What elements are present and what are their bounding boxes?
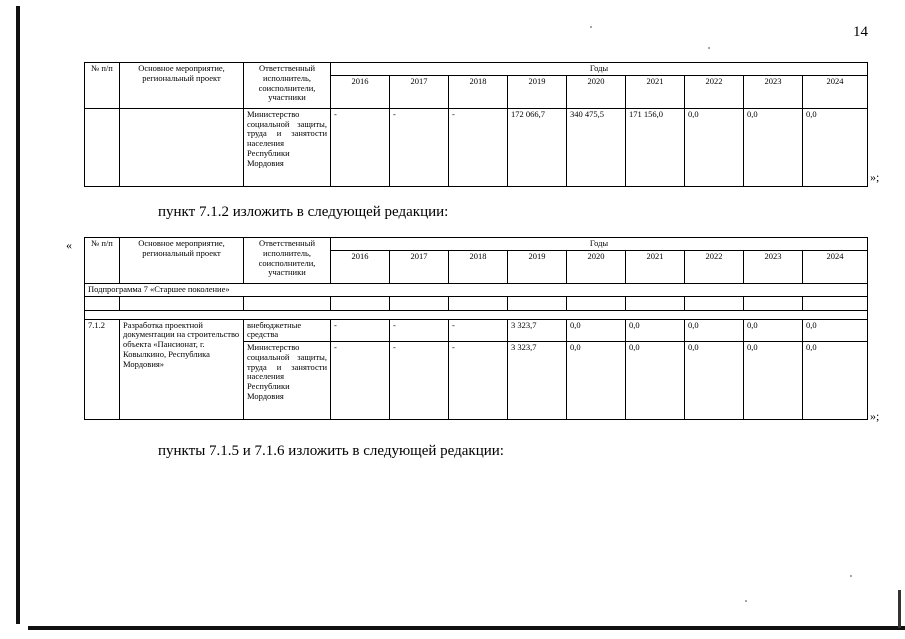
- scan-speck: [745, 600, 747, 602]
- header-responsible: Ответственный исполнитель, соисполнители, участники: [244, 238, 331, 284]
- subprogram-row: Подпрограмма 7 «Старшее поколение»: [85, 283, 868, 296]
- cell-value: -: [449, 108, 508, 186]
- header-year: 2018: [449, 75, 508, 108]
- cell-responsible: внебюджетные средства: [244, 319, 331, 342]
- header-year: 2023: [744, 75, 803, 108]
- scan-edge-right: [898, 590, 901, 628]
- cell-responsible: Министерство социальной защиты, труда и занятости населения Республики Мордовия: [244, 108, 331, 186]
- item-num: 7.1.2: [85, 319, 120, 420]
- funding-table-7-1-2: [84, 237, 868, 420]
- empty-cell: [449, 296, 508, 310]
- amendment-heading-7-1-2: пункт 7.1.2 изложить в следующей редакции:: [158, 204, 449, 220]
- empty-cell: [626, 296, 685, 310]
- header-year: 2022: [685, 75, 744, 108]
- empty-cell: [567, 296, 626, 310]
- header-responsible: Ответственный исполнитель, соисполнители, участники: [244, 63, 331, 109]
- funding-table-continuation: [84, 62, 868, 187]
- header-num: № п/п: [85, 238, 120, 284]
- cell-value: 0,0: [685, 108, 744, 186]
- empty-cell: [244, 296, 331, 310]
- cell-value: 0,0: [803, 108, 868, 186]
- cell-activity: [120, 108, 244, 186]
- cell-value: 171 156,0: [626, 108, 685, 186]
- cell-responsible: Министерство социальной защиты, труда и занятости населения Республики Мордовия: [244, 342, 331, 420]
- cell-value: -: [390, 108, 449, 186]
- header-year: 2019: [508, 250, 567, 283]
- cell-value: -: [449, 319, 508, 342]
- cell-value: 0,0: [744, 319, 803, 342]
- cell-value: 0,0: [626, 319, 685, 342]
- empty-cell: [685, 296, 744, 310]
- cell-value: -: [390, 319, 449, 342]
- empty-cell: [508, 296, 567, 310]
- header-years: Годы: [331, 63, 868, 76]
- cell-value: -: [331, 342, 390, 420]
- amendment-heading-7-1-5: пункты 7.1.5 и 7.1.6 изложить в следующей редакции:: [158, 443, 504, 459]
- empty-cell: [390, 296, 449, 310]
- cell-value: -: [331, 108, 390, 186]
- cell-value: -: [331, 319, 390, 342]
- closing-quote: »;: [870, 170, 880, 184]
- header-year: 2017: [390, 250, 449, 283]
- header-year: 2016: [331, 250, 390, 283]
- empty-cell: [331, 296, 390, 310]
- header-year: 2020: [567, 75, 626, 108]
- header-year: 2021: [626, 75, 685, 108]
- cell-value: 0,0: [567, 342, 626, 420]
- scan-speck: [590, 26, 592, 28]
- empty-cell: [803, 296, 868, 310]
- cell-value: 0,0: [803, 319, 868, 342]
- page-number: 14: [853, 24, 868, 40]
- cell-value: 0,0: [744, 342, 803, 420]
- cell-value: 0,0: [803, 342, 868, 420]
- header-year: 2023: [744, 250, 803, 283]
- header-year: 2021: [626, 250, 685, 283]
- header-year: 2024: [803, 250, 868, 283]
- cell-value: 172 066,7: [508, 108, 567, 186]
- header-activity: Основное мероприятие, региональный проект: [120, 63, 244, 109]
- header-num: № п/п: [85, 63, 120, 109]
- empty-cell: [120, 296, 244, 310]
- header-years: Годы: [331, 238, 868, 251]
- header-activity: Основное мероприятие, региональный проект: [120, 238, 244, 284]
- empty-cell: [744, 296, 803, 310]
- closing-quote: »;: [870, 409, 880, 423]
- cell-value: 0,0: [744, 108, 803, 186]
- scan-speck: [850, 575, 852, 577]
- header-year: 2018: [449, 250, 508, 283]
- cell-value: 0,0: [626, 342, 685, 420]
- cell-value: 0,0: [567, 319, 626, 342]
- cell-num: [85, 108, 120, 186]
- cell-value: 3 323,7: [508, 342, 567, 420]
- scan-speck: [708, 47, 710, 49]
- header-year: 2017: [390, 75, 449, 108]
- header-year: 2024: [803, 75, 868, 108]
- cell-value: -: [449, 342, 508, 420]
- cell-value: 3 323,7: [508, 319, 567, 342]
- header-year: 2019: [508, 75, 567, 108]
- cell-value: 0,0: [685, 342, 744, 420]
- header-year: 2016: [331, 75, 390, 108]
- item-activity: Разработка проектной документации на строительство объекта «Пансионат, г. Ковылкино, Республика Мордовия»: [120, 319, 244, 420]
- cell-value: -: [390, 342, 449, 420]
- cell-value: 340 475,5: [567, 108, 626, 186]
- opening-quote: «: [66, 238, 72, 252]
- scan-edge-bottom: [28, 626, 905, 630]
- spacer-row: [85, 310, 868, 319]
- header-year: 2020: [567, 250, 626, 283]
- cell-value: 0,0: [685, 319, 744, 342]
- header-year: 2022: [685, 250, 744, 283]
- scan-edge-left: [16, 6, 20, 624]
- empty-cell: [85, 296, 120, 310]
